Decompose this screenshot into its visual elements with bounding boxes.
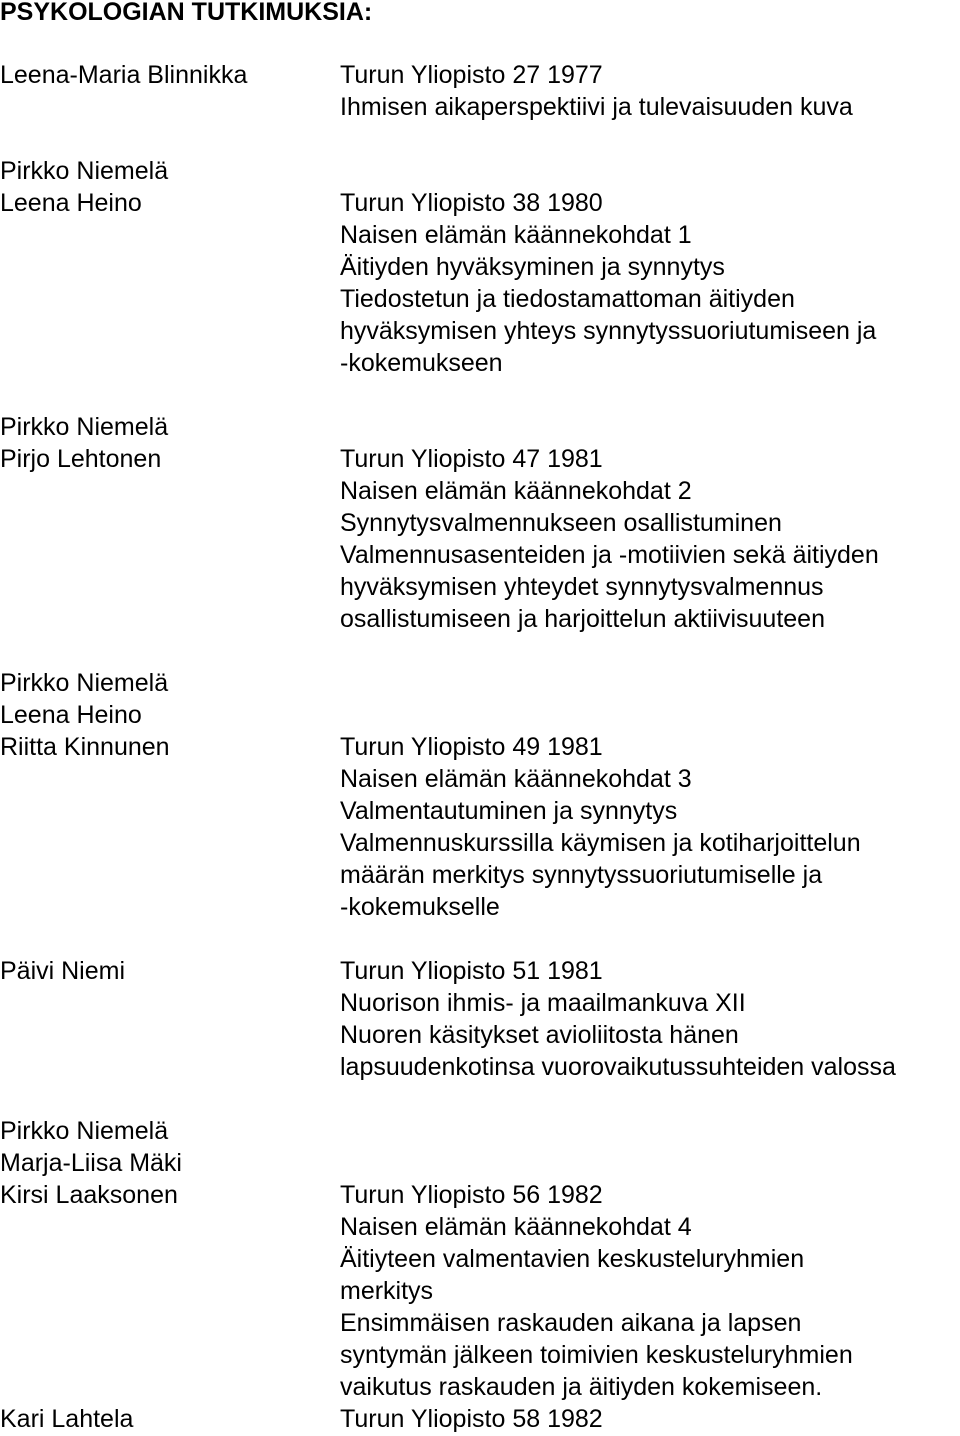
document-line xyxy=(0,539,960,571)
document-line xyxy=(0,283,960,315)
author-name: Pirkko Niemelä xyxy=(0,669,169,697)
author-name: Pirjo Lehtonen xyxy=(0,445,162,473)
document-line xyxy=(0,315,960,347)
document-line xyxy=(0,1051,960,1083)
document-line xyxy=(0,731,960,763)
publication-text: syntymän jälkeen toimivien keskusteluryhmien xyxy=(340,1341,853,1369)
publication-text: Turun Yliopisto 49 1981 xyxy=(340,733,603,761)
document-line xyxy=(0,1243,960,1275)
document-line xyxy=(0,1275,960,1307)
publication-text: Nuorison ihmis- ja maailmankuva XII xyxy=(340,989,746,1017)
document-line xyxy=(0,411,960,443)
document-line xyxy=(0,603,960,635)
document-line xyxy=(0,507,960,539)
publication-text: Nuoren käsitykset avioliitosta hänen xyxy=(340,1021,739,1049)
document-line xyxy=(0,1147,960,1179)
publication-text: Naisen elämän käännekohdat 1 xyxy=(340,221,692,249)
author-name: Kari Lahtela xyxy=(0,1405,134,1433)
document-line xyxy=(0,1115,960,1147)
author-name: Marja-Liisa Mäki xyxy=(0,1149,182,1177)
publication-text: Valmentautuminen ja synnytys xyxy=(340,797,678,825)
author-name: Pirkko Niemelä xyxy=(0,157,169,185)
document-line xyxy=(0,1339,960,1371)
author-name: Riitta Kinnunen xyxy=(0,733,170,761)
publication-text: Turun Yliopisto 27 1977 xyxy=(340,61,603,89)
publication-text: Naisen elämän käännekohdat 3 xyxy=(340,765,692,793)
publication-text: Äitiyden hyväksyminen ja synnytys xyxy=(340,253,725,281)
document-line xyxy=(0,155,960,187)
document-line xyxy=(0,1371,960,1403)
publication-text: vaikutus raskauden ja äitiyden kokemiseen. xyxy=(340,1373,823,1401)
page-heading: PSYKOLOGIAN TUTKIMUKSIA: xyxy=(0,0,373,26)
author-name: Leena Heino xyxy=(0,189,142,217)
author-name: Pirkko Niemelä xyxy=(0,413,169,441)
document-line xyxy=(0,219,960,251)
publication-text: Turun Yliopisto 56 1982 xyxy=(340,1181,603,1209)
document-line xyxy=(0,1307,960,1339)
document-line xyxy=(0,1403,960,1435)
publication-text: -kokemukseen xyxy=(340,349,503,377)
publication-text: Ensimmäisen raskauden aikana ja lapsen xyxy=(340,1309,802,1337)
publication-text: lapsuudenkotinsa vuorovaikutussuhteiden valossa xyxy=(340,1053,896,1081)
publication-text: Turun Yliopisto 38 1980 xyxy=(340,189,603,217)
publication-text: -kokemukselle xyxy=(340,893,500,921)
document-line xyxy=(0,1019,960,1051)
publication-text: Valmennusasenteiden ja -motiivien sekä äitiyden xyxy=(340,541,879,569)
author-name: Kirsi Laaksonen xyxy=(0,1181,178,1209)
document-line xyxy=(0,635,960,667)
document-line xyxy=(0,1211,960,1243)
publication-text: Turun Yliopisto 58 1982 xyxy=(340,1405,603,1433)
document-line xyxy=(0,123,960,155)
document-line xyxy=(0,699,960,731)
document-line xyxy=(0,379,960,411)
document-line xyxy=(0,91,960,123)
author-name: Leena Heino xyxy=(0,701,142,729)
document-line xyxy=(0,443,960,475)
document-line xyxy=(0,1083,960,1115)
document-line xyxy=(0,251,960,283)
publication-text: hyväksymisen yhteydet synnytysvalmennus xyxy=(340,573,824,601)
document-line xyxy=(0,923,960,955)
publication-text: Turun Yliopisto 47 1981 xyxy=(340,445,603,473)
document-line xyxy=(0,859,960,891)
publication-text: määrän merkitys synnytyssuoriutumiselle ja xyxy=(340,861,823,889)
author-name: Pirkko Niemelä xyxy=(0,1117,169,1145)
publication-text: Turun Yliopisto 51 1981 xyxy=(340,957,603,985)
document-line xyxy=(0,763,960,795)
publication-text: Äitiyteen valmentavien keskusteluryhmien xyxy=(340,1245,805,1273)
document-line xyxy=(0,987,960,1019)
publication-text: osallistumiseen ja harjoittelun aktiivisuuteen xyxy=(340,605,825,633)
document-line xyxy=(0,347,960,379)
publication-text: Synnytysvalmennukseen osallistuminen xyxy=(340,509,782,537)
publication-text: Naisen elämän käännekohdat 2 xyxy=(340,477,692,505)
publication-text: Valmennuskurssilla käymisen ja kotiharjoittelun xyxy=(340,829,861,857)
publication-text: Naisen elämän käännekohdat 4 xyxy=(340,1213,692,1241)
document-line xyxy=(0,59,960,91)
publication-text: Tiedostetun ja tiedostamattoman äitiyden xyxy=(340,285,795,313)
document-line xyxy=(0,571,960,603)
publication-text: hyväksymisen yhteys synnytyssuoriutumiseen ja xyxy=(340,317,877,345)
publication-text: merkitys xyxy=(340,1277,434,1305)
document-line xyxy=(0,955,960,987)
document-line xyxy=(0,475,960,507)
author-name: Leena-Maria Blinnikka xyxy=(0,61,248,89)
document-line xyxy=(0,891,960,923)
author-name: Päivi Niemi xyxy=(0,957,126,985)
document-line xyxy=(0,795,960,827)
document-line xyxy=(0,667,960,699)
document-line xyxy=(0,187,960,219)
publication-text: Ihmisen aikaperspektiivi ja tulevaisuuden kuva xyxy=(340,93,853,121)
document-line xyxy=(0,827,960,859)
document-line xyxy=(0,1179,960,1211)
